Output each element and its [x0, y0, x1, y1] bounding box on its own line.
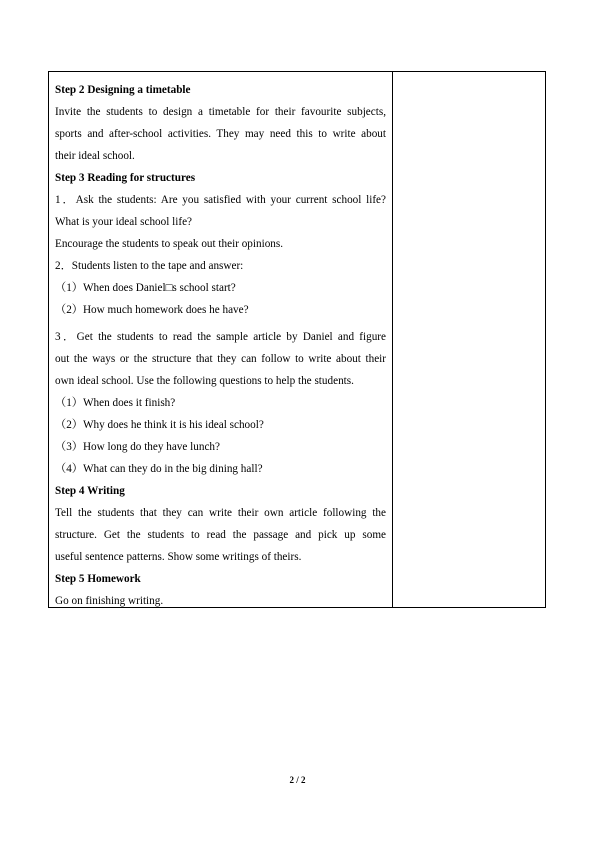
step3-item2: 2．Students listen to the tape and answer: [55, 260, 244, 272]
step5-heading: Step 5 Homework [55, 573, 141, 585]
step3-sub-question-3: （3）How long do they have lunch? [55, 441, 220, 453]
step2-line-2: sports and after-school activities. They may need this to write about [55, 128, 386, 140]
step3-sub-question-2: （2）Why does he think it is his ideal school? [55, 419, 264, 431]
step4-heading: Step 4 Writing [55, 485, 125, 497]
step4-line-2: structure. Get the students to read the passage and pick up some [55, 529, 386, 541]
step2-line-3: their ideal school. [55, 150, 135, 162]
step3-item3-line-3: own ideal school. Use the following questions to help the students. [55, 375, 354, 387]
step2-heading: Step 2 Designing a timetable [55, 84, 191, 96]
step3-encourage: Encourage the students to speak out their opinions. [55, 238, 284, 250]
lesson-content-cell [49, 72, 393, 607]
step3-item3-line-1: 3．Get the students to read the sample article by Daniel and figure [55, 331, 386, 343]
step5-line: Go on finishing writing. [55, 595, 164, 607]
step4-line-3: useful sentence patterns. Show some writings of theirs. [55, 551, 302, 563]
step3-question-2: （2）How much homework does he have? [55, 304, 249, 316]
step3-question-1: （1）When does Daniel□s school start? [55, 282, 236, 294]
step3-sub-question-4: （4）What can they do in the big dining hall? [55, 463, 263, 475]
step4-line-1: Tell the students that they can write their own article following the [55, 507, 386, 519]
notes-cell [393, 72, 545, 607]
step3-sub-question-1: （1）When does it finish? [55, 397, 176, 409]
step3-heading: Step 3 Reading for structures [55, 172, 196, 184]
step3-item1-line-1: 1．Ask the students: Are you satisfied with your current school life? [55, 194, 386, 206]
step3-item3-line-2: out the ways or the structure that they can follow to write about their [55, 353, 386, 365]
step3-item1-line-2: What is your ideal school life? [55, 216, 193, 228]
step2-line-1: Invite the students to design a timetable for their favourite subjects, [55, 106, 386, 118]
page-number: 2 / 2 [289, 775, 306, 785]
lesson-table [48, 71, 546, 608]
